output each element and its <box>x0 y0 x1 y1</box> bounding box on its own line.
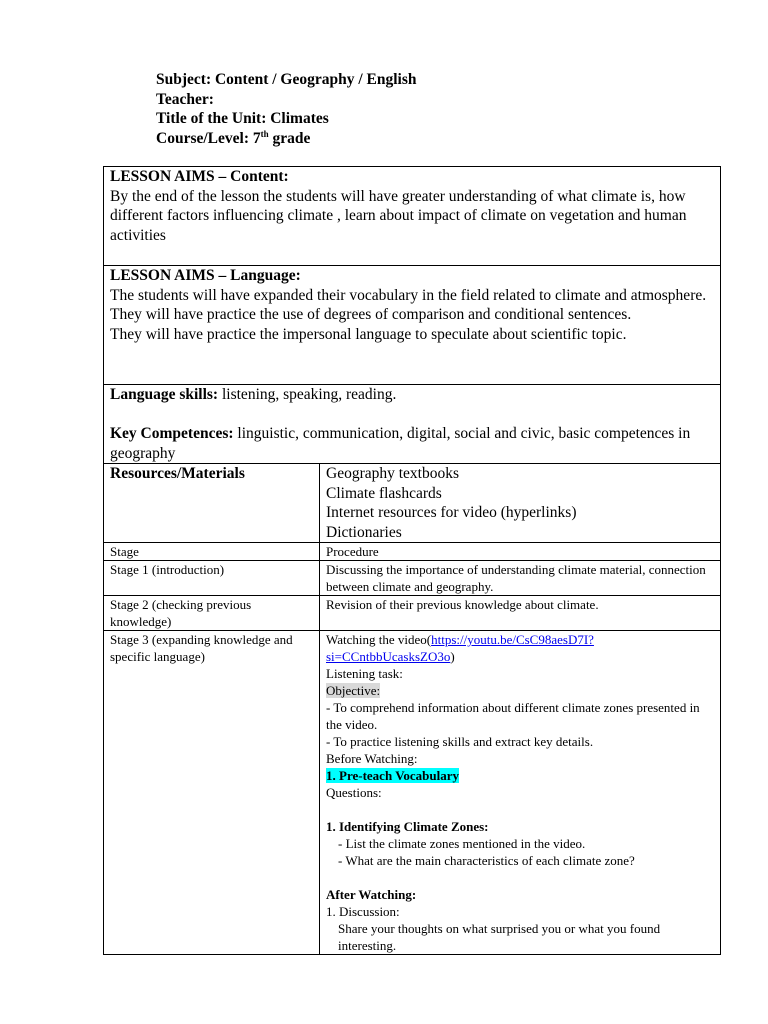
stage-3-row <box>104 631 721 955</box>
discussion-text: Share your thoughts on what surprised you or what you found interesting. <box>338 921 661 953</box>
content-aims-heading: LESSON AIMS – Content: <box>110 168 289 185</box>
key-competences-value: linguistic, communication, digital, social and civic, basic competences in geography <box>110 425 691 462</box>
resources-label: Resources/Materials <box>104 464 320 543</box>
after-watching-heading: After Watching: <box>326 887 417 902</box>
lesson-header <box>156 70 417 148</box>
stage-1-name: Stage 1 (introduction) <box>104 561 320 596</box>
language-aims-p3: They will have practice the impersonal language to speculate about scientific topic. <box>110 325 627 343</box>
questions-label: Questions: <box>326 785 382 800</box>
content-aims-cell <box>104 167 721 266</box>
objective-item: - To practice listening skills and extract key details. <box>326 734 594 749</box>
procedure-column-header: Procedure <box>320 543 721 561</box>
content-aims-line-1: By the end of the lesson the students will have greater understanding of what climate is, how <box>110 187 686 205</box>
stage-3-name: Stage 3 (expanding knowledge and specific language) <box>104 631 320 955</box>
listening-task: Listening task: <box>326 666 403 681</box>
resource-item: Internet resources for video (hyperlinks) <box>326 504 577 521</box>
course-level-line <box>156 129 417 149</box>
identifying-zones-heading: 1. Identifying Climate Zones: <box>326 819 489 834</box>
video-line <box>326 631 716 665</box>
stage-1-procedure: Discussing the importance of understanding climate material, connection between climate and geography. <box>320 561 721 596</box>
course-suffix: grade <box>268 129 311 147</box>
skills-cell <box>104 385 721 464</box>
stage-2-name: Stage 2 (checking previous knowledge) <box>104 596 320 631</box>
language-aims-p2: They will have practice the use of degrees of comparison and conditional sentences. <box>110 306 632 323</box>
skills-row <box>104 385 721 464</box>
subject-line: Subject: Content / Geography / English <box>156 71 417 88</box>
language-aims-row <box>104 266 721 385</box>
stage-column-header: Stage <box>104 543 320 561</box>
resources-row <box>104 464 721 543</box>
resource-item: Dictionaries <box>326 523 402 541</box>
content-aims-line-2: different factors influencing climate , learn about impact of climate on vegetation and human activities <box>110 207 687 244</box>
stage-2-row <box>104 596 721 631</box>
resource-item: Climate flashcards <box>326 484 442 502</box>
language-aims-p1: The students will have expanded their vocabulary in the field related to climate and atmosphere. <box>110 286 707 304</box>
language-skills-label: Language skills: <box>110 386 219 403</box>
content-aims-row <box>104 167 721 266</box>
key-competences-line <box>110 424 716 463</box>
teacher-line: Teacher: <box>156 90 214 108</box>
stage-header-row <box>104 543 721 561</box>
course-superscript: th <box>260 128 269 139</box>
language-skills-value: listening, speaking, reading. <box>218 386 397 403</box>
video-hyperlink[interactable]: https://youtu.be/CsC98aesD7I?si=CCntbbUcasksZO3o <box>326 632 594 664</box>
stage-1-row <box>104 561 721 596</box>
language-aims-heading: LESSON AIMS – Language: <box>110 267 301 284</box>
language-aims-cell <box>104 266 721 385</box>
stage-2-procedure: Revision of their previous knowledge about climate. <box>320 596 721 631</box>
lesson-plan-table <box>103 166 721 955</box>
question-item: - What are the main characteristics of each climate zone? <box>338 853 635 868</box>
discussion-label: 1. Discussion: <box>326 904 400 919</box>
resource-item: Geography textbooks <box>326 465 460 482</box>
objective-item: - To comprehend information about different climate zones presented in the video. <box>326 700 700 732</box>
course-prefix: Course/Level: 7 <box>156 129 261 147</box>
question-item: - List the climate zones mentioned in the video. <box>338 836 586 851</box>
unit-title-line: Title of the Unit: Climates <box>156 110 329 127</box>
key-competences-label: Key Competences: <box>110 425 234 442</box>
stage-3-procedure <box>320 631 721 955</box>
preteach-vocabulary: 1. Pre-teach Vocabulary <box>326 768 459 783</box>
video-prefix: Watching the video( <box>326 632 432 647</box>
objective-label: Objective: <box>326 683 381 698</box>
before-watching: Before Watching: <box>326 751 418 766</box>
resources-list <box>320 464 721 543</box>
language-skills-line <box>110 385 716 405</box>
video-suffix: ) <box>450 649 455 664</box>
